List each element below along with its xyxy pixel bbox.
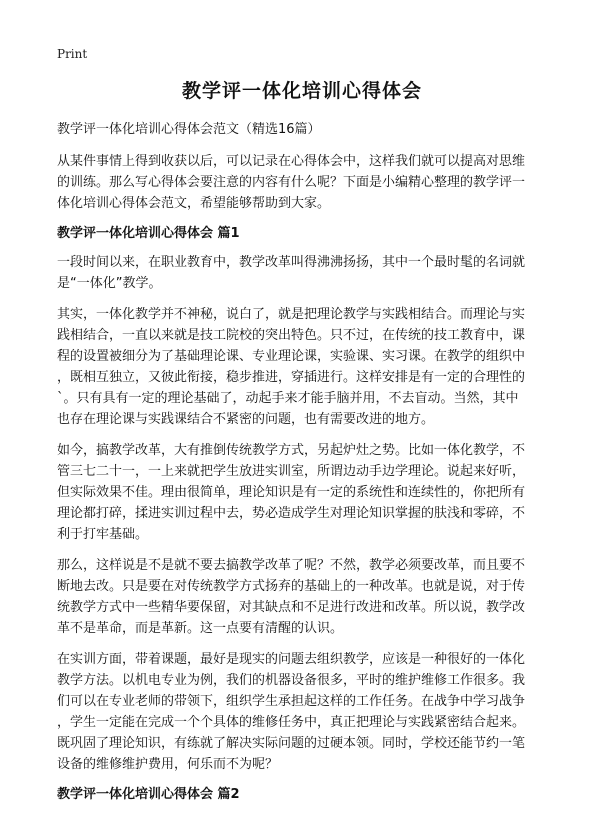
paragraph: 那么，这样说是不是就不要去搞教学改革了呢？不然，教学必须要改革，而且要不 断地去改。只是要在对传统教学方式扬弃的基础上的一种改革。也就是说，对于传 统教学方式中一些精华要保留，对其缺点和不足进行改进和改革。所以说，教学改 革不是革命，而是革新。这一点要有清醒的认识。 [57,558,526,636]
article-subtitle: 教学评一体化培训心得体会范文（精选16篇） [57,122,321,137]
section-heading-1: 教学评一体化培训心得体会 篇1 [57,226,240,241]
article [57,78,547,813]
section-heading-2: 教学评一体化培训心得体会 篇2 [57,787,240,802]
page-title: 教学评一体化培训心得体会 [181,80,422,102]
paragraph: 如今，搞教学改革，大有推倒传统教学方式，另起炉灶之势。比如一体化教学，不 管三七二十一，一上来就把学生放进实训室，所谓边动手边学理论。说起来好听， 但实际效果不佳。理由很简单，理论知识是有一定的系统性和连续性的，你把所有 理论都打碎，揉进实训过程中去，势必造成学生对理论知识掌握的肤浅和零碎，不 利于打牢基础。 [57,443,526,542]
paragraph: 其实，一体化教学并不神秘，说白了，就是把理论教学与实践相结合。而理论与实 践相结合，一直以来就是技工院校的突出特色。只不过，在传统的技工教育中，课 程的设置被细分为了基础理论课、专业理论课，实验课、实习课。在教学的组织中 ，既相互独立，又彼此衔接，稳步推进，穿插进行。这样安排是有一定的合理性的 `。只有具有一定的理论基础了，动起手来才能手脑并用，不去盲动。当然，其中 也存在理论课与实践课结合不紧密的问题，也有需要改进的地方。 [57,307,526,427]
paragraph: 在实训方面，带着课题，最好是现实的问题去组织教学，应该是一种很好的一体化 教学方法。以机电专业为例，我们的机器设备很多，平时的维护维修工作很多。我 们可以在专业老师的带领下，组织学生承担起这样的工作任务。在战争中学习战争 ，学生一定能在完成一个个具体的维修任务中，真正把理论与实践紧密结合起来。 既巩固了理论知识，有练就了解决实际问题的过硬本领。同时，学校还能节约一笔 设备的维修维护费用，何乐而不为呢？ [57,652,526,772]
print-link[interactable]: Print [57,47,88,61]
paragraph: 一段时间以来，在职业教育中，教学改革叫得沸沸扬扬，其中一个最时髦的名词就 是“一体化”教学。 [57,255,526,291]
intro-paragraph: 从某件事情上得到收获以后，可以记录在心得体会中，这样我们就可以提高对思维 的训练。那么写心得体会要注意的内容有什么呢？下面是小编精心整理的教学评一 体化培训心得体会范文，希望能够帮助到大家。 [57,154,526,211]
